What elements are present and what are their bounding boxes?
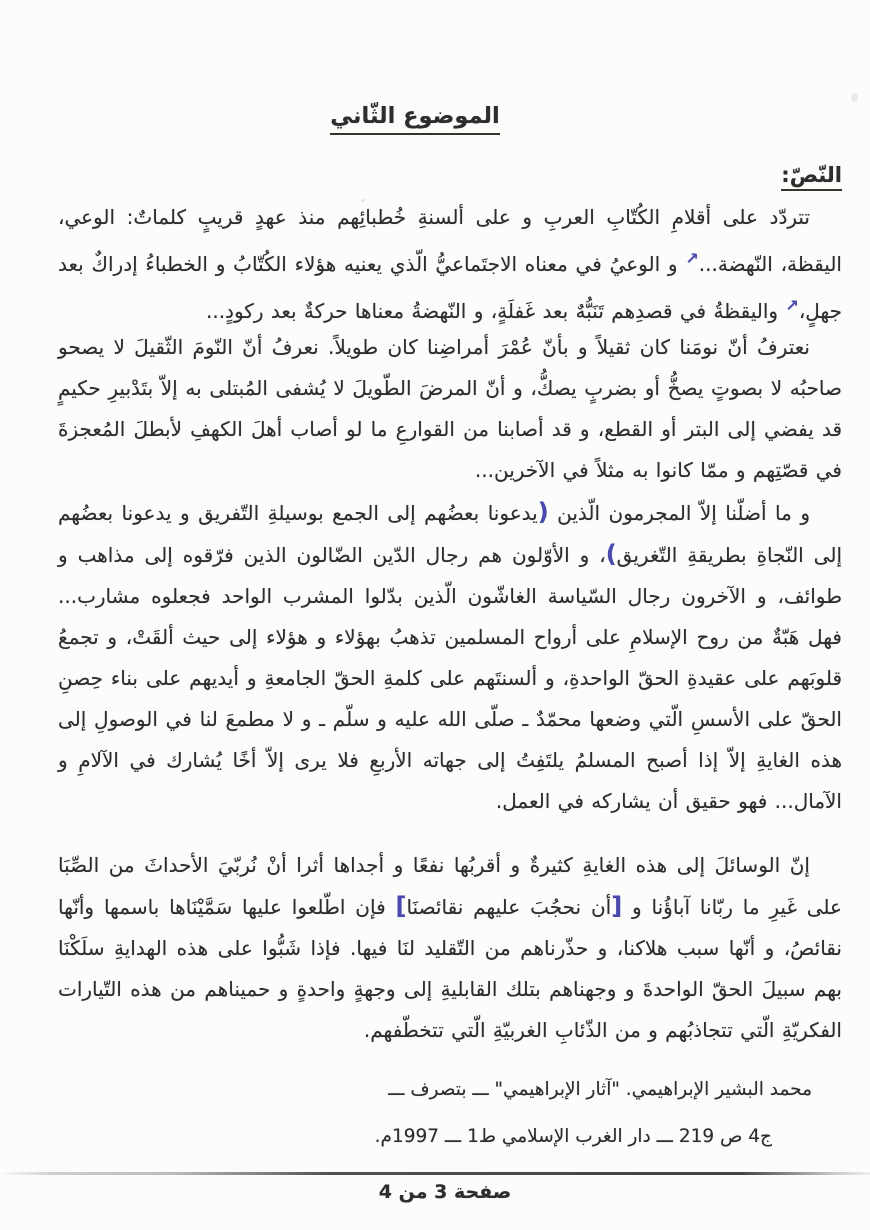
citation-line-1: محمد البشير الإبراهيمي. "آثار الإبراهيمي" ـــ بتصرف ـــ xyxy=(388,1079,812,1100)
text-run: إنّ الوسائلَ إلى هذه الغايةِ كثيرةٌ و أقربُها نفعًا و أجداها أثرا أنْ نُربّيَ الأحداثَ من الصِّبَا على غَيرِ ما ربّانا آباؤُنا و xyxy=(58,853,842,919)
blue-pen-mark: ( xyxy=(537,498,549,526)
blue-pen-mark: ) xyxy=(605,540,617,568)
blue-insertion-arrow-icon: ↗ xyxy=(785,296,799,315)
blue-pen-mark: ] xyxy=(395,892,407,920)
document-title-text: الموضوع الثّاني xyxy=(330,103,499,135)
paragraph-4 xyxy=(58,845,842,1051)
paragraph-2 xyxy=(58,327,842,491)
blue-insertion-arrow-icon: ↗ xyxy=(685,249,699,268)
text-run: نعترفُ أنّ نومَنا كان ثقيلاً و بأنّ عُمْرَ أمراضِنا كان طويلاً. نعرفُ أنّ النّومَ الثّقيلَ لا يصحو صاحبُه لا بصوتٍ يصخُّ أو بضربٍ يصكُّ، و أنّ المرضَ الطّويلَ لا يُشفى المُبتلى به إلاّ بتَدْبيرِ حكيمٍ قد يفضي إلى البتر أو القطع، و قد أصابنا من القوارعِ ما لو أصاب أهلَ الكهفِ لأبطلَ المُعجزةَ في قصّتِهم و ممّا كانوا به مثلاً في الآخرين... xyxy=(58,335,842,482)
paragraph-3 xyxy=(58,492,842,822)
text-run: أن نحجُبَ عليهم نقائصنَا xyxy=(406,895,612,919)
paragraph-1 xyxy=(58,197,842,332)
text-section-label: النّصّ: xyxy=(781,163,842,191)
text-run: و ما أضلّنا إلاّ المجرمون الّذين xyxy=(548,501,810,525)
text-run: تتردّد على أقلامِ الكُتّابِ العربِ و على ألسنةِ خُطبائِهم منذ عهدٍ قريبٍ كلماتٌ: الوعي، اليقظة، النّهضة... xyxy=(58,205,842,276)
text-run: يدعونا بعضُهم إلى الجمع بوسيلةِ التّفريق و يدعونا بعضُهم إلى النّجاةِ بطريقةِ التّغريق xyxy=(58,501,842,567)
footer-divider xyxy=(0,1172,870,1175)
page-number: صفحة 3 من 4 xyxy=(378,1181,512,1203)
blue-pen-mark: [ xyxy=(611,892,623,920)
text-run: واليقظةُ في قصدِهم تَنَبُّهٌ بعد غَفلَةٍ، و النّهضةُ معناها حركةٌ بعد ركودٍ... xyxy=(205,299,786,323)
source-citation xyxy=(58,1066,812,1160)
text-run: فإن اطّلعوا عليها سَمَّيْنَاها باسمها وأنّها نقائصُ، و أنّها سبب هلاكنا، و حذّرناهم من التّقليد لنَا فيها. فإذا شَبُّوا على هذه الهدايةِ سلَكْنَا بهم سبيلَ الحقّ الواحدةَ و وجهناهم بتلك القابليةِ إلى وجهةٍ واحدةٍ و حميناهم من هذه التّيارات الفكريّةِ الّتي تتجاذبُهم و من الذّئابِ الغربيّةِ الّتي تتخطّفهم. xyxy=(58,895,842,1042)
scan-artifact xyxy=(361,199,365,202)
scan-artifact xyxy=(851,93,858,102)
citation-line-2: ج4 ص 219 ـــ دار الغرب الإسلامي ط1 ـــ 1997م. xyxy=(374,1126,772,1147)
document-title xyxy=(0,103,830,129)
text-run: و الوعيُ في معناه الاجتَماعيُّ الّذي يعنيه هؤلاء الكُتّابُ و الخطباءُ إدراكٌ بعد جهلٍ، xyxy=(58,252,842,323)
text-run: ، و الأوّلون هم رجال الدّين الضّالون الذين فرّقوه إلى مذاهب و طوائف، و الآخرون رجال السّياسة الغاشّون الّذين بدّلوا المشرب الواحد فجعلوه مشارب... فهل هَبّةٌ من روح الإسلامِ على أرواح المسلمين تذهبُ بهؤلاء و هؤلاء إلى حيث ألقَتْ، و تجمعُ قلوبَهم على عقيدةِ الحقّ الواحدةِ، و ألسنتَهم على كلمةِ الحقّ الجامعةِ و أيديهم على بناء حِصنِ الحقّ على الأسسِ الّتي وضعها محمّدٌ ـ صلّى الله عليه و سلّم ـ و لا مطمعَ لنا في الوصولِ إلى هذه الغايةِ إلاّ إذا أصبح المسلمُ يلتَفِتُ إلى جهاته الأربعِ فلا يرى إلاّ أخًا يُشارك في الآلامِ و الآمال... فهو حقيق أن يشاركه في العمل. xyxy=(58,543,842,813)
